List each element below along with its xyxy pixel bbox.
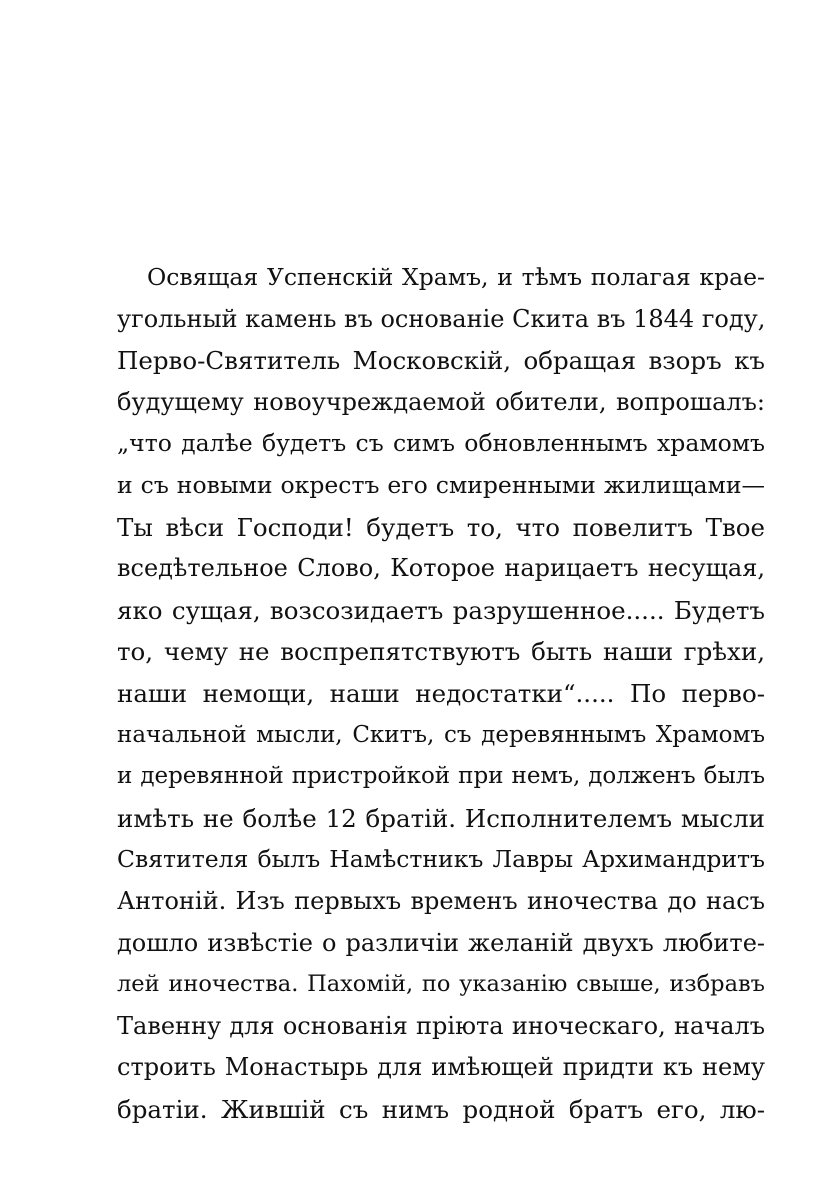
text-line: и съ новыми окрестъ его смиренными жилищами— [117, 470, 765, 499]
text-line: Ты вѣси Господи! будетъ то, что повелитъ Твое [117, 512, 765, 542]
text-line: имѣть не болѣе 12 братій. Исполнителемъ мысли [117, 803, 765, 833]
text-line: строить Монастырь для имѣющей придти къ нему [117, 1053, 765, 1082]
text-line: яко сущая, возсозидаетъ разрушенное..... Будетъ [117, 595, 765, 625]
text-line: Тавенну для основанія пріюта иноческаго, началъ [117, 1011, 765, 1040]
text-line: „что далѣе будетъ съ симъ обновленнымъ храмомъ [117, 429, 765, 458]
text-line: будущему новоучреждаемой обители, вопрошалъ: [117, 387, 765, 416]
text-line: братіи. Жившій съ нимъ родной братъ его, лю- [117, 1094, 765, 1124]
text-line: вседѣтельное Слово, Которое нарицаетъ несущая, [117, 554, 765, 583]
text-line: лей иночества. Пахомій, по указанію свыше, избравъ [117, 971, 765, 998]
text-line: Освящая Успенскій Храмъ, и тѣмъ полагая крае- [147, 263, 765, 291]
text-line: то, чему не воспрепятствуютъ быть наши грѣхи, [117, 637, 765, 667]
text-line: наши немощи, наши недостатки“..... По перво- [117, 678, 765, 708]
text-line: угольный камень въ основаніе Скита въ 1844 году, [117, 304, 766, 333]
text-line: Святителя былъ Намѣстникъ Лавры Архимандритъ [117, 845, 765, 874]
text-line: дошло извѣстіе о различіи желаній двухъ любите- [117, 928, 765, 957]
text-line: начальной мысли, Скитъ, съ деревяннымъ Храмомъ [117, 721, 765, 748]
text-line: Антоній. Изъ первыхъ временъ иночества до насъ [117, 886, 765, 915]
text-line: и деревянной пристройкой при немъ, долженъ былъ [117, 763, 765, 790]
text-line: Перво-Святитель Московскій, обращая взоръ къ [117, 346, 765, 376]
body-text [117, 257, 765, 1130]
